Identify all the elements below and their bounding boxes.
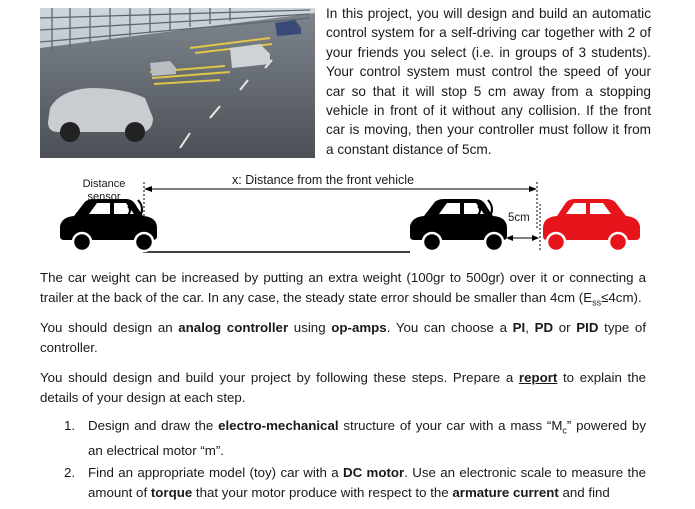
highway-photo: [40, 8, 315, 158]
step-item: [40, 463, 646, 503]
step-text: Find an appropriate model (toy) car with a: [88, 465, 343, 481]
step-bold: torque: [150, 485, 193, 501]
gap-arrow-head-left: [506, 235, 513, 241]
pi-bold: PI: [512, 320, 526, 335]
step-number: 1.: [64, 418, 76, 433]
weight-paragraph: [40, 268, 646, 313]
step-text: ” powered by an electrical motor “m”.: [88, 418, 646, 459]
front-sensor-car-icon: [410, 199, 507, 251]
pd-bold: PD: [534, 320, 554, 335]
controller-text-5: or: [553, 320, 577, 335]
report-link-text: report: [518, 370, 558, 385]
step-bold: armature current: [452, 485, 559, 501]
step-text: that your motor produce with respect to the: [192, 485, 453, 501]
op-amps-bold: op-amps: [331, 320, 387, 335]
controller-text-6: type of controller.: [40, 320, 647, 355]
step-text: and find: [558, 485, 610, 501]
distance-label: x: Distance from the front vehicle: [232, 173, 415, 187]
steps-list: [40, 416, 646, 505]
gap-label: 5cm: [508, 212, 530, 224]
distance-arrow-head-left: [144, 186, 152, 192]
gap-arrow-head-right: [532, 235, 539, 241]
step-bold: electro-mechanical: [218, 418, 339, 433]
step-text: . Use an electronic scale to measure the amount of: [88, 465, 646, 501]
ss-subscript: ss: [592, 297, 602, 308]
pid-bold: PID: [576, 320, 599, 335]
step-item: [40, 416, 646, 461]
step-text: structure of your car with a mass “M: [338, 418, 563, 433]
controller-text-3: . You can choose a: [386, 320, 513, 335]
rear-car-icon: [60, 199, 157, 251]
sensor-label-line1: Distance: [82, 178, 126, 190]
step-text: Design and draw the: [88, 418, 219, 433]
intro-paragraph: In this project, you will design and build an automatic control system for a self-driving car together with 2 of your friends you select (i.e. in groups of 3 students). Your control system must control the speed of your car so that it will stop 5 cm away from a stopping vehicle in front of it without any collision. If the front car is moving, then your controller must follow it from a constant distance of 5cm.: [326, 6, 651, 157]
controller-paragraph: [40, 318, 646, 358]
steps-intro-text-1: You should design and build your project by following these steps. Prepare a: [40, 370, 519, 385]
weight-paragraph-text: The car weight can be increased by putting an extra weight (100gr to 500gr) over it or connecting a trailer at the back of the car. In any case, the steady state error should be smaller than 4cm (E: [40, 270, 646, 305]
sensor-label-line2: sensor: [87, 191, 121, 203]
steps-intro-text-2: to explain the details of your design at each step.: [40, 370, 646, 405]
distance-sensor-label: [78, 178, 130, 204]
controller-text-1: You should design an: [40, 320, 179, 335]
highway-photo-illustration: [40, 8, 315, 158]
controller-text-4: ,: [525, 320, 535, 335]
steps-intro-paragraph: [40, 368, 646, 408]
step-bold: DC motor: [342, 465, 405, 481]
distance-arrow-head-right: [529, 186, 537, 192]
controller-text-2: using: [288, 320, 332, 335]
step-number: 2.: [64, 465, 76, 481]
leading-car-icon: [543, 199, 640, 251]
analog-controller-bold: analog controller: [178, 320, 289, 335]
weight-paragraph-tail: ≤4cm).: [601, 289, 642, 305]
mc-subscript: c: [562, 425, 567, 436]
